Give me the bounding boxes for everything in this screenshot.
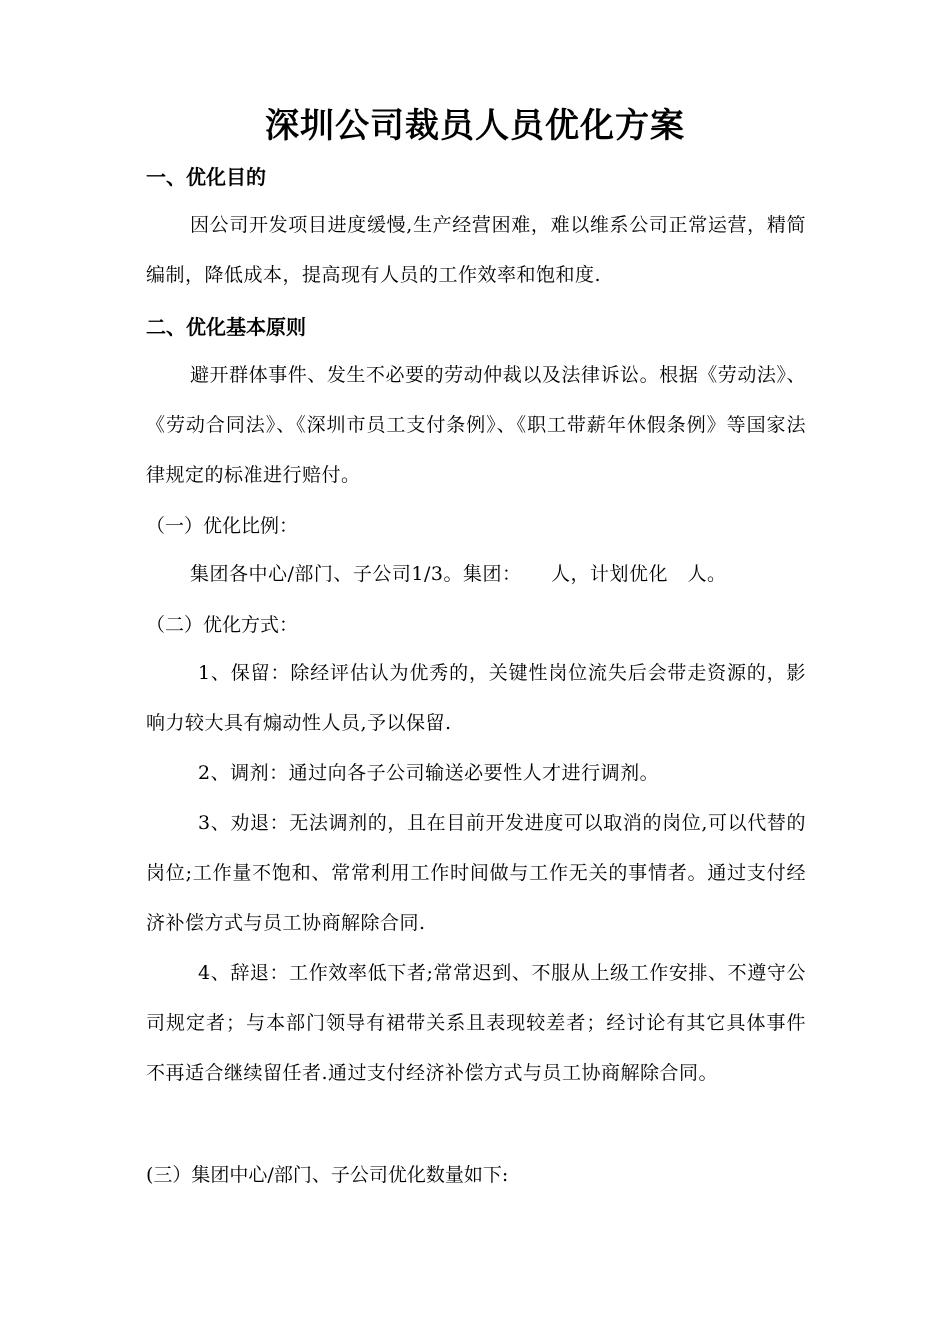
subsection-heading-methods: （二）优化方式： (146, 614, 299, 636)
section-heading-principles: 二、优化基本原则 (146, 315, 306, 339)
list-item-retain: 1、保留：除经评估认为优秀的，关键性岗位流失后会带走资源的，影响力较大具有煽动性人员,予以保留. (146, 662, 806, 734)
list-item-reassign: 2、调剂：通过向各子公司输送必要性人才进行调剂。 (198, 762, 660, 784)
document-title: 深圳公司裁员人员优化方案 (265, 106, 685, 146)
paragraph-purpose: 因公司开发项目进度缓慢,生产经营困难，难以维系公司正常运营，精简编制，降低成本，提高现有人员的工作效率和饱和度. (146, 214, 806, 286)
list-item-persuade: 3、劝退：无法调剂的，且在目前开发进度可以取消的岗位,可以代替的岗位;工作量不饱和、常常利用工作时间做与工作无关的事情者。通过支付经济补偿方式与员工协商解除合同. (146, 812, 806, 934)
list-item-dismiss: 4、辞退：工作效率低下者;常常迟到、不服从上级工作安排、不遵守公司规定者；与本部门领导有裙带关系且表现较差者；经讨论有其它具体事件不再适合继续留任者.通过支付经济补偿方式与员工协商解除合同。 (146, 962, 806, 1084)
paragraph-principles: 避开群体事件、发生不必要的劳动仲裁以及法律诉讼。根据《劳动法》、《劳动合同法》、《深圳市员工支付条例》、《职工带薪年休假条例》等国家法律规定的标准进行赔付。 (146, 364, 806, 486)
subsection-heading-quantity: (三）集团中心/部门、子公司优化数量如下: (146, 1164, 509, 1186)
section-heading-purpose: 一、优化目的 (146, 165, 266, 189)
subsection-heading-ratio: （一）优化比例： (146, 515, 299, 537)
paragraph-ratio: 集团各中心/部门、子公司1/3。集团： 人，计划优化 人。 (190, 563, 727, 585)
